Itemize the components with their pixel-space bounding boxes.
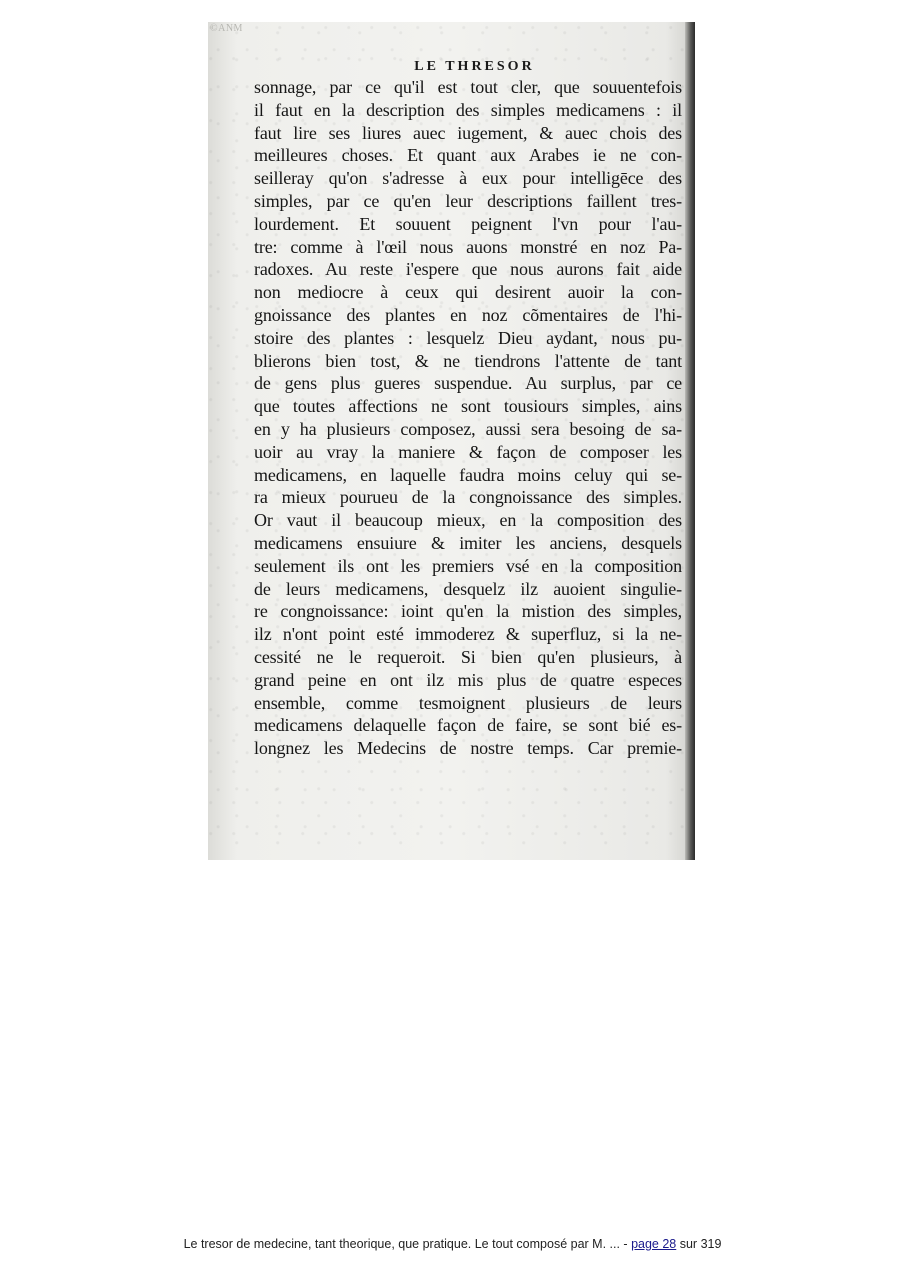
page-footer — [0, 1237, 905, 1251]
text-line: radoxes. Au reste i'espere que nous aurons fait aide — [254, 259, 682, 280]
text-line: seulement ils ont les premiers vsé en la composition — [254, 555, 682, 576]
text-line: simples, par ce qu'en leur descriptions faillent tres- — [254, 190, 682, 211]
text-line: ensemble, comme tesmoignent plusieurs de leurs — [254, 692, 682, 713]
running-head: LE THRESOR — [414, 59, 535, 74]
text-line: longnez les Medecins de nostre temps. Car premie- — [254, 738, 682, 759]
text-line: sonnage, par ce qu'il est tout cler, que souuentefois — [254, 77, 682, 97]
text-line: ilz n'ont point esté immoderez & superfluz, si la ne- — [254, 624, 682, 645]
text-line: re congnoissance: ioint qu'en la mistion des simples, — [254, 601, 682, 622]
text-line: grand peine en ont ilz mis plus de quatre especes — [254, 669, 682, 690]
text-line: non mediocre à ceux qui desirent auoir la con- — [254, 282, 682, 303]
page-total: sur 319 — [679, 1237, 722, 1251]
footer-title: Le tresor de medecine, tant theorique, que pratique. Le tout composé par M. ... - — [183, 1237, 628, 1251]
text-line: medicamens delaquelle façon de faire, se sont bié es- — [254, 715, 682, 736]
text-line: gnoissance des plantes en noz cõmentaires de l'hi- — [254, 304, 682, 325]
page-binding-edge — [685, 22, 695, 860]
watermark: ©ANM — [210, 23, 243, 34]
text-line: tre: comme à l'œil nous auons monstré en noz Pa- — [254, 236, 682, 257]
text-line: il faut en la description des simples medicamens : il — [254, 99, 682, 120]
text-line: Or vaut il beaucoup mieux, en la composition des — [254, 510, 682, 531]
text-line: medicamens, en laquelle faudra moins celuy qui se- — [254, 464, 682, 485]
text-line: stoire des plantes : lesquelz Dieu aydant, nous pu- — [254, 327, 682, 348]
text-line: que toutes affections ne sont tousiours simples, ains — [254, 396, 682, 417]
text-line: lourdement. Et souuent peignent l'vn pour l'au- — [254, 213, 682, 234]
page-number-link[interactable]: page 28 — [631, 1237, 677, 1251]
scanned-page — [208, 22, 695, 860]
text-line: en y ha plusieurs composez, aussi sera besoing de sa- — [254, 418, 682, 439]
text-line: cessité ne le requeroit. Si bien qu'en plusieurs, à — [254, 646, 682, 667]
text-line: seilleray qu'on s'adresse à eux pour intelligēce des — [254, 168, 682, 189]
text-line: meilleures choses. Et quant aux Arabes ie ne con- — [254, 145, 682, 166]
text-line: de gens plus gueres suspendue. Au surplus, par ce — [254, 373, 682, 394]
text-line: medicamens ensuiure & imiter les anciens, desquels — [254, 532, 682, 553]
text-line: uoir au vray la maniere & façon de composer les — [254, 441, 682, 462]
text-line: blierons bien tost, & ne tiendrons l'attente de tant — [254, 350, 682, 371]
text-line: ra mieux pourueu de la congnoissance des simples. — [254, 487, 682, 508]
text-line: faut lire ses liures auec iugement, & auec chois des — [254, 122, 682, 143]
text-line: de leurs medicamens, desquelz ilz auoient singulie- — [254, 578, 682, 599]
page-text — [254, 76, 682, 760]
